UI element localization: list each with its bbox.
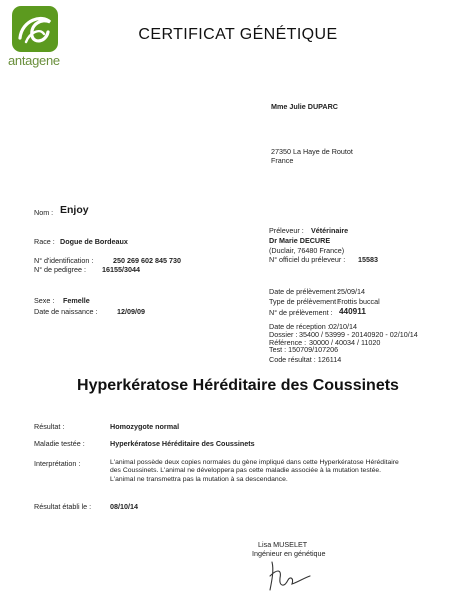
disease-label: Maladie testée : [34,439,85,448]
reception-value: 02/10/14 [329,322,357,331]
sampler-official-label: N° officiel du préleveur : [269,255,346,264]
id-value: 250 269 602 845 730 [113,256,181,265]
sample-type-value: Frottis buccal [337,297,380,306]
pedigree-label: N° de pedigree : [34,265,87,274]
dossier-value: 35400 / 53999 - 20140920 - 02/10/14 [299,330,418,339]
sex-value: Femelle [63,296,90,305]
issued-value: 08/10/14 [110,502,138,511]
dossier-label: Dossier : [269,330,298,339]
interpretation-text [110,459,460,484]
sample-date-label: Date de prélèvement : [269,287,340,296]
sampler-official-value: 15583 [358,255,378,264]
issued-label: Résultat établi le : [34,502,92,511]
interpretation-label: Interprétation : [34,459,81,468]
test-heading: Hyperkératose Héréditaire des Coussinets [77,377,399,394]
sample-date-value: 25/09/14 [337,287,365,296]
interpretation-line: L'animal ne transmettra pas la mutation à sa descendance. [110,475,288,483]
disease-value: Hyperkératose Héréditaire des Coussinets [110,439,255,448]
result-code: Code résultat : 126114 [269,355,342,364]
sample-number-value: 440911 [339,307,366,316]
signatory-name: Lisa MUSELET [258,540,308,549]
interpretation-line: des Coussinets. L'animal ne développera pas cette maladie associée à la mutation testée. [110,467,382,475]
owner-name: Mme Julie DUPARC [271,102,338,111]
breed-label: Race : [34,237,55,246]
interpretation-line: L'animal possède deux copies normales du gène impliqué dans cette Hyperkératose Héréditaire [110,459,399,466]
breed-value: Dogue de Bordeaux [60,237,128,246]
sample-type-label: Type de prélèvement : [269,297,341,306]
pedigree-value: 16155/3044 [102,265,140,274]
sex-label: Sexe : [34,296,55,305]
sampler-name: Dr Marie DECURE [269,236,331,245]
owner-country: France [271,156,294,165]
document-title: CERTIFICAT GÉNÉTIQUE [138,26,338,43]
test-code: Test : 150709/107206 [269,345,339,354]
sampler-location: (Duclair, 76480 France) [269,246,345,255]
result-value: Homozygote normal [110,422,180,431]
dob-value: 12/09/09 [117,307,145,316]
animal-name: Enjoy [60,204,89,216]
handwritten-signature [254,556,324,596]
result-label: Résultat : [34,422,65,431]
dob-label: Date de naissance : [34,307,98,316]
reference-label: Référence : [269,338,307,347]
logo-wordmark: antagene [8,53,60,68]
id-label: N° d'identification : [34,256,94,265]
reference-value: 30000 / 40034 / 11020 [309,338,381,347]
sampler-type-value: Vétérinaire [311,226,349,235]
sampler-type-label: Préleveur : [269,226,304,235]
animal-name-label: Nom : [34,208,54,217]
reception-label: Date de réception : [269,322,330,331]
signatory-role: Ingénieur en génétique [252,549,326,558]
owner-address: 27350 La Haye de Routot [271,147,353,156]
sample-number-label: N° de prélèvement : [269,308,333,317]
